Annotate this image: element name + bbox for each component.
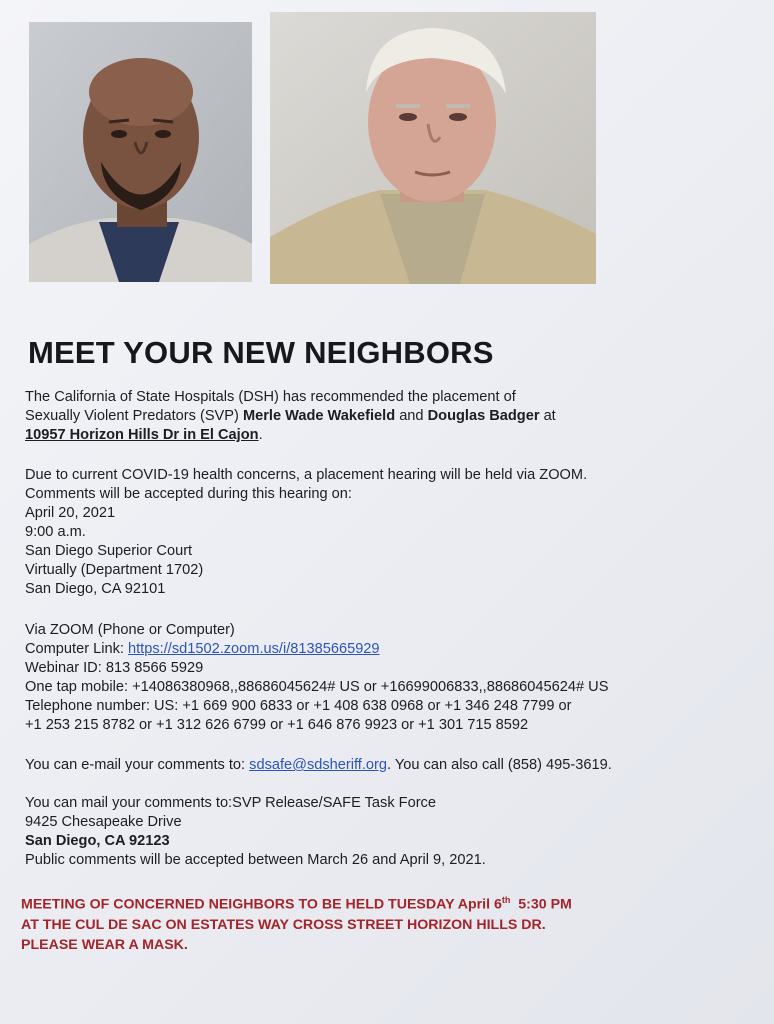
intro-line-2 bbox=[25, 407, 556, 426]
hearing-line-2: Comments will be accepted during this hearing on: bbox=[25, 486, 352, 502]
intro-and: and bbox=[395, 408, 428, 424]
hearing-date: April 20, 2021 bbox=[25, 505, 116, 521]
zoom-telephone-2: +1 253 215 8782 or +1 312 626 6799 or +1 646 876 9923 or +1 301 715 8592 bbox=[25, 717, 529, 733]
mail-window: Public comments will be accepted between March 26 and April 9, 2021. bbox=[25, 852, 486, 868]
hearing-dept: Virtually (Department 1702) bbox=[25, 562, 204, 578]
predator-name-1: Merle Wade Wakefield bbox=[242, 408, 396, 424]
mugshot-left bbox=[29, 22, 252, 282]
mail-street: 9425 Chesapeake Drive bbox=[25, 814, 182, 830]
mail-city: San Diego, CA 92123 bbox=[25, 833, 170, 849]
intro-line-1: The California of State Hospitals (DSH) has recommended the placement of bbox=[25, 389, 516, 405]
email-line bbox=[25, 756, 612, 775]
mugshot-left-image bbox=[29, 22, 252, 282]
mugshot-right-image bbox=[270, 12, 596, 284]
hearing-court: San Diego Superior Court bbox=[25, 543, 193, 559]
zoom-link-label: Computer Link: bbox=[25, 641, 129, 657]
intro-prefix: Sexually Violent Predators (SVP) bbox=[25, 408, 243, 424]
email-suffix: . You can also call (858) 495-3619. bbox=[387, 757, 612, 773]
mail-section bbox=[25, 794, 486, 870]
meeting-line-2: AT THE CUL DE SAC ON ESTATES WAY CROSS STREET HORIZON HILLS DR. bbox=[21, 916, 546, 933]
intro-paragraph bbox=[25, 388, 556, 445]
email-prefix: You can e-mail your comments to: bbox=[25, 757, 250, 773]
email-link[interactable]: sdsafe@sdsheriff.org bbox=[249, 757, 388, 773]
hearing-section bbox=[25, 466, 587, 599]
meeting-date-suffix: th bbox=[501, 895, 511, 905]
zoom-section bbox=[25, 621, 608, 735]
meeting-line-3: PLEASE WEAR A MASK. bbox=[21, 936, 188, 953]
hearing-city: San Diego, CA 92101 bbox=[25, 581, 166, 597]
zoom-telephone-1: Telephone number: US: +1 669 900 6833 or +1 408 638 0968 or +1 346 248 7799 or bbox=[25, 698, 572, 714]
hearing-line-1: Due to current COVID-19 health concerns, a placement hearing will be held via ZOOM. bbox=[25, 467, 588, 483]
meeting-time: 5:30 PM bbox=[510, 896, 572, 913]
placement-address: 10957 Horizon Hills Dr in El Cajon bbox=[25, 427, 259, 443]
hearing-time: 9:00 a.m. bbox=[25, 524, 86, 540]
zoom-one-tap: One tap mobile: +14086380968,,88686045624# US or +16699006833,,88686045624# US bbox=[25, 679, 609, 695]
zoom-webinar-id: Webinar ID: 813 8566 5929 bbox=[25, 660, 204, 676]
intro-period: . bbox=[258, 427, 263, 443]
intro-at: at bbox=[539, 408, 556, 424]
zoom-link[interactable]: https://sd1502.zoom.us/i/81385665929 bbox=[128, 641, 380, 657]
mugshot-right bbox=[270, 12, 596, 284]
page-title: MEET YOUR NEW NEIGHBORS bbox=[28, 335, 494, 370]
zoom-via: Via ZOOM (Phone or Computer) bbox=[25, 622, 235, 638]
intro-line-3 bbox=[25, 426, 556, 445]
predator-name-2: Douglas Badger bbox=[427, 408, 540, 424]
zoom-link-line bbox=[25, 640, 608, 659]
meeting-alert bbox=[21, 890, 572, 955]
meeting-line-1-prefix: MEETING OF CONCERNED NEIGHBORS TO BE HELD TUESDAY April 6 bbox=[21, 896, 502, 913]
meeting-line-1 bbox=[21, 890, 572, 915]
mail-line-1: You can mail your comments to:SVP Release/SAFE Task Force bbox=[25, 795, 436, 811]
